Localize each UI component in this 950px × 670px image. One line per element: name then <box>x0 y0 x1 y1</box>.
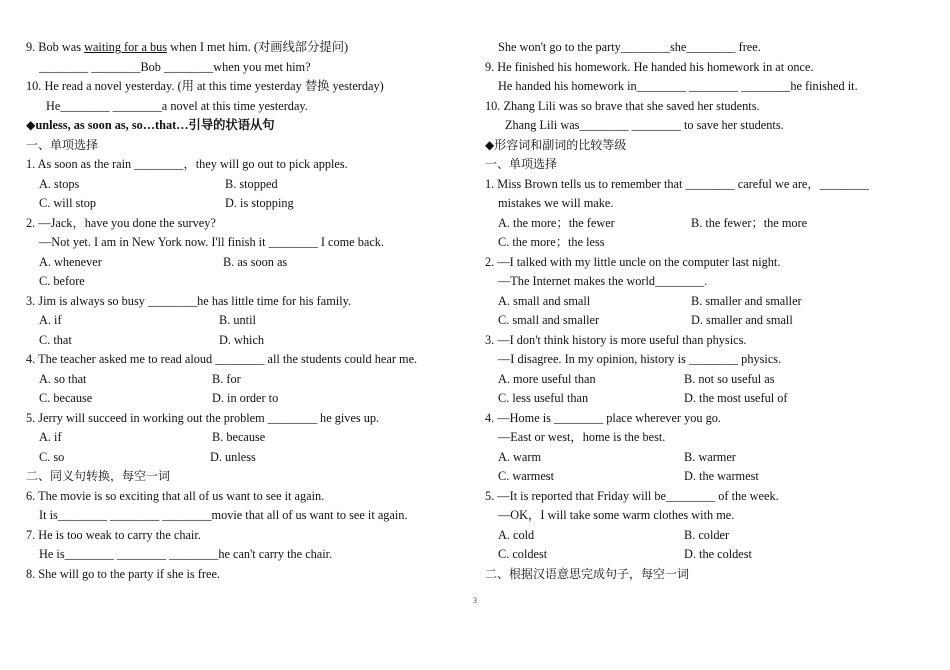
option-b: B. because <box>212 430 266 444</box>
left-column <box>26 38 458 584</box>
question-3-options-row1 <box>485 370 925 390</box>
option-c: C. less useful than <box>498 391 589 405</box>
option-a: A. whenever <box>39 254 102 269</box>
option-c: C. so <box>39 449 65 464</box>
question-9-left: 9. Bob was waiting for a bus when I met him. (对画线部分提问) <box>26 40 349 54</box>
question-1-stem: 1. Miss Brown tells us to remember that ________ careful we are，________ <box>485 176 869 191</box>
question-4-options-row2 <box>485 467 925 487</box>
question-4-stem: 4. The teacher asked me to read aloud ________ all the students could hear me. <box>26 352 418 366</box>
option-c: C. will stop <box>39 196 97 210</box>
question-10-left: 10. He read a novel yesterday. (用 at this time yesterday 替换 yesterday) <box>26 79 384 93</box>
question-10-answer-line: Zhang Lili was________ ________ to save her students. <box>505 118 784 132</box>
question-3-stem-reply: —I disagree. In my opinion, history is ________ physics. <box>498 352 782 366</box>
option-b: B. not so useful as <box>684 371 775 386</box>
option-d: D. the most useful of <box>684 391 788 405</box>
question-10-answer-line: He________ ________a novel at this time yesterday. <box>46 98 308 113</box>
question-6-stem: 6. The movie is so exciting that all of us want to see it again. <box>26 488 325 503</box>
page-number: 3 <box>473 596 477 605</box>
question-2-options-row1 <box>485 292 925 312</box>
option-a: A. the more；the fewer <box>498 215 615 230</box>
option-d: D. which <box>219 332 265 347</box>
option-c: C. because <box>39 391 93 405</box>
underlined-phrase: waiting for a bus <box>84 40 168 54</box>
option-d: D. in order to <box>212 391 279 405</box>
option-c: C. small and smaller <box>498 313 600 327</box>
option-a: A. cold <box>498 527 535 542</box>
question-2-stem: 2. —I talked with my little uncle on the computer last night. <box>485 254 781 269</box>
section-heading-unless: ◆unless, as soon as, so…that…引导的状语从句 <box>26 118 275 132</box>
question-6-answer-line: It is________ ________ ________movie that all of us want to see it again. <box>39 508 408 522</box>
option-d: D. the coldest <box>684 547 752 561</box>
question-5-stem-reply: —OK，I will take some warm clothes with me. <box>498 508 735 522</box>
option-c: C. coldest <box>498 547 548 561</box>
question-4-stem-reply: —East or west，home is the best. <box>498 430 666 444</box>
option-c: C. the more；the less <box>498 235 605 249</box>
option-a: A. so that <box>39 371 87 386</box>
question-3-options-row2 <box>485 389 925 409</box>
option-b: B. as soon as <box>223 254 288 269</box>
option-a: A. if <box>39 313 62 327</box>
option-b: B. smaller and smaller <box>691 293 802 308</box>
question-4-options-row2 <box>26 389 458 409</box>
option-b: B. until <box>219 313 256 327</box>
option-b: B. stopped <box>225 176 278 191</box>
option-a: A. if <box>39 430 62 444</box>
option-a: A. more useful than <box>498 371 596 386</box>
question-7-stem: 7. He is too weak to carry the chair. <box>26 527 201 542</box>
option-d: D. the warmest <box>684 469 759 483</box>
option-b: B. the fewer；the more <box>691 215 808 230</box>
question-8-stem: 8. She will go to the party if she is free. <box>26 566 220 581</box>
option-d: D. unless <box>210 449 256 464</box>
question-9-answer-line: He handed his homework in________ ________ ________he finished it. <box>498 79 858 93</box>
option-b: B. colder <box>684 527 730 542</box>
section-heading-comparison: ◆形容词和副词的比较等级 <box>485 137 627 152</box>
question-2-stem-reply: —Not yet. I am in New York now. I'll finish it ________ I come back. <box>39 235 385 249</box>
option-c: C. before <box>39 274 85 288</box>
option-d: D. smaller and small <box>691 313 793 327</box>
question-5-options-row2 <box>26 448 458 468</box>
option-c: C. that <box>39 332 72 347</box>
section-title-multiple-choice: 一、单项选择 <box>485 157 558 171</box>
question-2-stem-reply: —The Internet makes the world________. <box>498 274 708 288</box>
question-2-options-row2 <box>485 311 925 331</box>
question-2-stem: 2. —Jack，have you done the survey? <box>26 215 216 230</box>
question-8-answer-line: She won't go to the party________she________ free. <box>498 40 761 54</box>
question-5-options-row2 <box>485 545 925 565</box>
question-5-stem: 5. —It is reported that Friday will be________ of the week. <box>485 488 779 503</box>
option-a: A. warm <box>498 449 542 464</box>
question-9-right: 9. He finished his homework. He handed his homework in at once. <box>485 59 814 74</box>
option-d: D. is stopping <box>225 196 294 210</box>
question-7-answer-line: He is________ ________ ________he can't carry the chair. <box>39 547 333 561</box>
question-1-options-row1 <box>485 214 925 234</box>
question-4-options-row1 <box>485 448 925 468</box>
question-10-right: 10. Zhang Lili was so brave that she saved her students. <box>485 98 760 113</box>
option-b: B. for <box>212 371 241 386</box>
section-title-sentence-transform: 二、同义句转换，每空一词 <box>26 469 171 483</box>
question-1-options-row1 <box>26 175 458 195</box>
option-a: A. small and small <box>498 293 591 308</box>
section-title-multiple-choice: 一、单项选择 <box>26 137 99 152</box>
question-5-stem: 5. Jerry will succeed in working out the problem ________ he gives up. <box>26 410 380 425</box>
question-3-stem: 3. —I don't think history is more useful than physics. <box>485 332 747 347</box>
question-5-options-row1 <box>485 526 925 546</box>
section-title-complete-sentences: 二、根据汉语意思完成句子，每空一词 <box>485 566 690 581</box>
option-a: A. stops <box>39 176 80 191</box>
question-3-options-row2 <box>26 331 458 351</box>
question-1-stem-cont: mistakes we will make. <box>498 196 614 210</box>
question-1-options-row2 <box>26 194 458 214</box>
question-5-options-row1 <box>26 428 458 448</box>
question-2-options-row1 <box>26 253 458 273</box>
question-9-answer-line: ________ ________Bob ________when you met him? <box>39 59 311 74</box>
option-b: B. warmer <box>684 449 736 464</box>
right-column <box>485 38 925 584</box>
question-1-stem: 1. As soon as the rain ________，they will go out to pick apples. <box>26 157 348 171</box>
question-4-options-row1 <box>26 370 458 390</box>
question-3-options-row1 <box>26 311 458 331</box>
question-3-stem: 3. Jim is always so busy ________he has little time for his family. <box>26 293 352 308</box>
option-c: C. warmest <box>498 469 555 483</box>
question-4-stem: 4. —Home is ________ place wherever you go. <box>485 410 721 425</box>
